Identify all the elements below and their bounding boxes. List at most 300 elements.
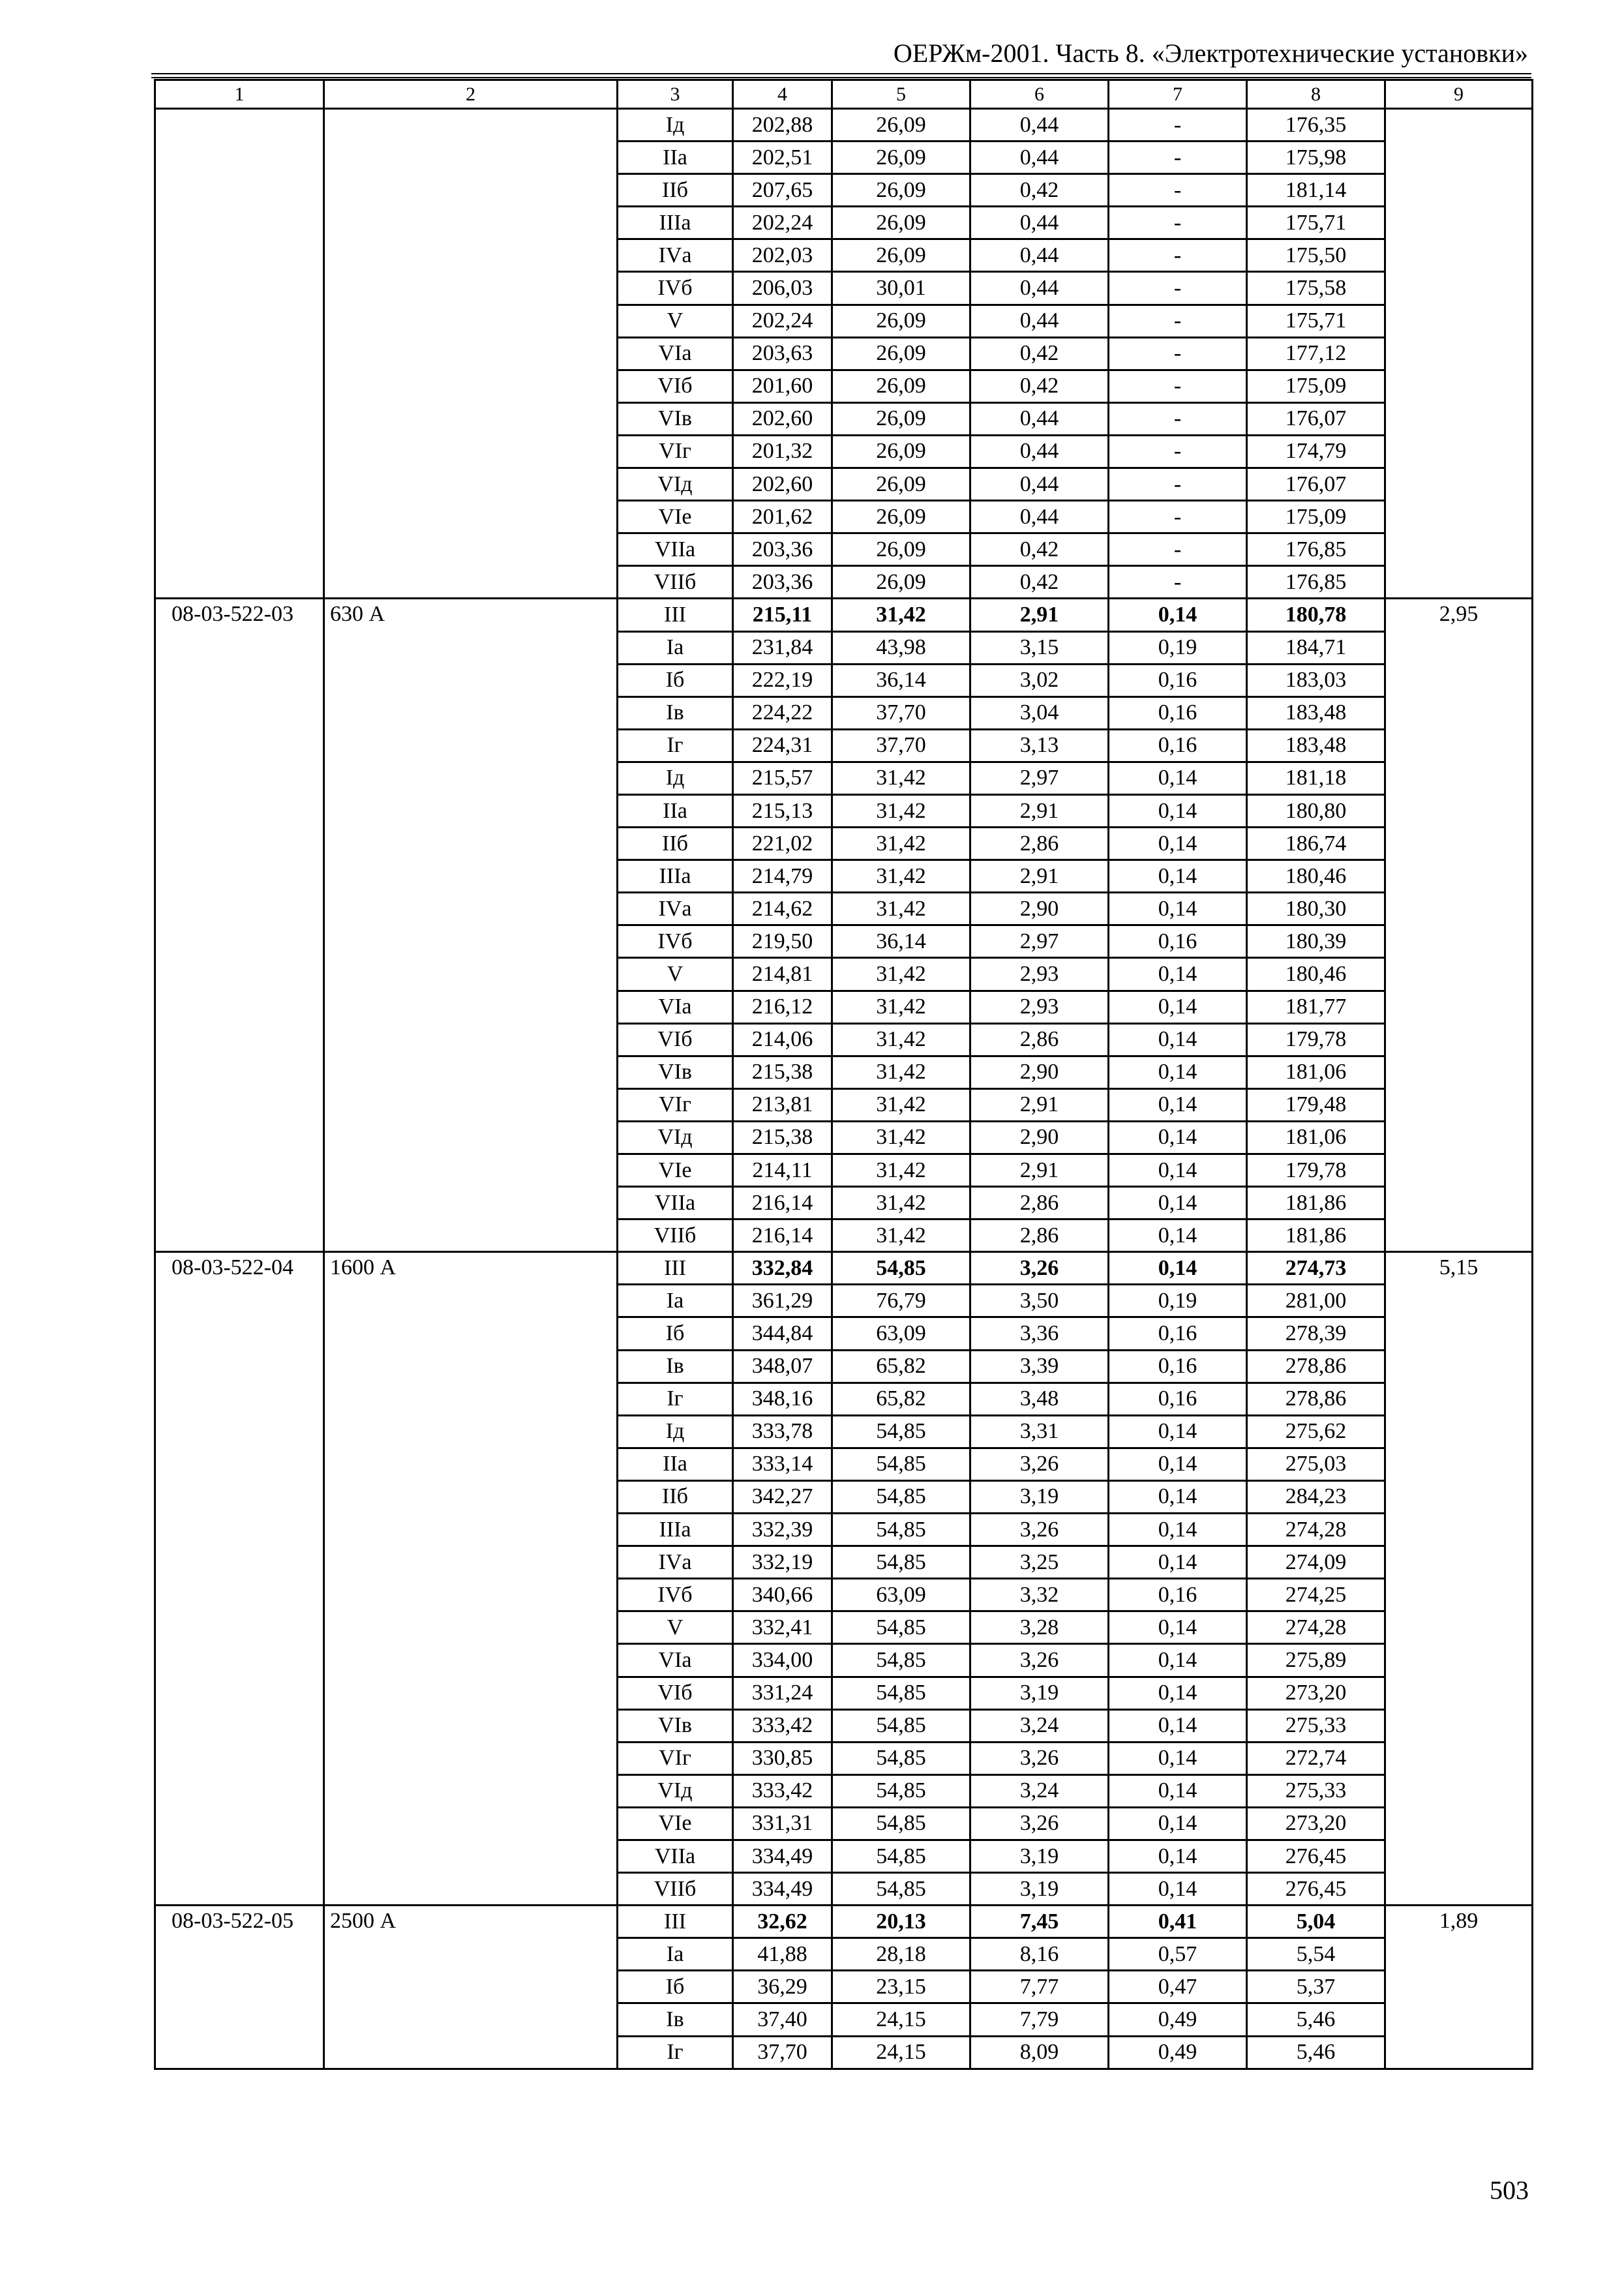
- zone-cell: VIд: [618, 1121, 733, 1154]
- value-cell: 54,85: [832, 1840, 970, 1872]
- value-cell: -: [1109, 435, 1247, 468]
- value-cell: 24,15: [832, 2003, 970, 2036]
- value-cell: 54,85: [832, 1546, 970, 1579]
- value-cell: 180,46: [1247, 860, 1385, 893]
- value-cell: 202,24: [733, 305, 832, 337]
- norm-code: 08-03-522-04: [155, 1252, 324, 1906]
- value-cell: 54,85: [832, 1252, 970, 1285]
- value-cell: 202,88: [733, 109, 832, 142]
- value-cell: 3,39: [970, 1350, 1109, 1383]
- value-cell: 65,82: [832, 1350, 970, 1383]
- value-cell: 0,16: [1109, 1579, 1247, 1611]
- zone-cell: IVа: [618, 239, 733, 272]
- zone-cell: Iа: [618, 631, 733, 664]
- value-cell: 214,79: [733, 860, 832, 893]
- value-cell: 181,06: [1247, 1056, 1385, 1088]
- column-number: 9: [1385, 80, 1533, 109]
- value-cell: 222,19: [733, 664, 832, 696]
- value-cell: 24,15: [832, 2036, 970, 2069]
- zone-cell: Iб: [618, 1317, 733, 1350]
- value-cell: 181,77: [1247, 991, 1385, 1023]
- zone-cell: IVб: [618, 272, 733, 305]
- value-cell: 0,16: [1109, 1350, 1247, 1383]
- value-cell: 275,33: [1247, 1774, 1385, 1807]
- value-cell: 0,14: [1109, 1546, 1247, 1579]
- value-cell: 36,29: [733, 1971, 832, 2003]
- value-cell: 37,70: [733, 2036, 832, 2069]
- value-cell: -: [1109, 142, 1247, 174]
- value-cell: 215,11: [733, 599, 832, 631]
- value-cell: 2,93: [970, 991, 1109, 1023]
- value-cell: 31,42: [832, 991, 970, 1023]
- zone-cell: V: [618, 1611, 733, 1644]
- value-cell: 333,42: [733, 1709, 832, 1742]
- value-cell: -: [1109, 566, 1247, 599]
- value-cell: 3,50: [970, 1285, 1109, 1317]
- value-cell: 0,14: [1109, 794, 1247, 827]
- value-cell: 202,60: [733, 402, 832, 435]
- value-cell: 2,91: [970, 1088, 1109, 1121]
- value-cell: 3,19: [970, 1873, 1109, 1906]
- value-cell: 37,40: [733, 2003, 832, 2036]
- value-cell: 278,86: [1247, 1383, 1385, 1415]
- value-cell: 54,85: [832, 1807, 970, 1840]
- value-cell: 0,44: [970, 468, 1109, 501]
- value-cell: 176,85: [1247, 566, 1385, 599]
- value-cell: 281,00: [1247, 1285, 1385, 1317]
- value-cell: 0,42: [970, 174, 1109, 207]
- value-cell: 202,24: [733, 207, 832, 239]
- value-cell: 31,42: [832, 794, 970, 827]
- value-cell: 0,19: [1109, 631, 1247, 664]
- value-cell: 183,48: [1247, 729, 1385, 762]
- value-cell: 0,57: [1109, 1938, 1247, 1971]
- value-cell: 8,09: [970, 2036, 1109, 2069]
- zone-cell: IVа: [618, 893, 733, 925]
- value-cell: 284,23: [1247, 1480, 1385, 1513]
- value-cell: 221,02: [733, 828, 832, 860]
- value-cell: 0,14: [1109, 1742, 1247, 1774]
- value-cell: 272,74: [1247, 1742, 1385, 1774]
- value-cell: -: [1109, 468, 1247, 501]
- value-cell: 331,24: [733, 1677, 832, 1709]
- zone-cell: IIб: [618, 828, 733, 860]
- value-cell: 184,71: [1247, 631, 1385, 664]
- price-table: [154, 79, 1533, 2070]
- value-cell: 278,86: [1247, 1350, 1385, 1383]
- rated-current: 1600 А: [324, 1252, 618, 1906]
- value-cell: 214,06: [733, 1023, 832, 1056]
- value-cell: 2,90: [970, 893, 1109, 925]
- value-cell: 214,62: [733, 893, 832, 925]
- header-rule-bottom: [151, 77, 1531, 78]
- value-cell: 36,14: [832, 664, 970, 696]
- value-cell: 0,44: [970, 305, 1109, 337]
- value-cell: 340,66: [733, 1579, 832, 1611]
- value-cell: 36,14: [832, 925, 970, 958]
- value-cell: 203,36: [733, 533, 832, 566]
- value-cell: 0,16: [1109, 729, 1247, 762]
- value-cell: 202,03: [733, 239, 832, 272]
- value-cell: 274,25: [1247, 1579, 1385, 1611]
- zone-cell: III: [618, 1906, 733, 1938]
- value-cell: 274,28: [1247, 1514, 1385, 1546]
- value-cell: 0,44: [970, 207, 1109, 239]
- value-cell: 0,44: [970, 239, 1109, 272]
- value-cell: 203,36: [733, 566, 832, 599]
- value-cell: 333,78: [733, 1415, 832, 1448]
- value-cell: 183,03: [1247, 664, 1385, 696]
- value-cell: 181,86: [1247, 1219, 1385, 1252]
- value-cell: 2,93: [970, 958, 1109, 991]
- value-cell: 206,03: [733, 272, 832, 305]
- table-row: [155, 109, 1533, 142]
- value-cell: 8,16: [970, 1938, 1109, 1971]
- zone-cell: VIIа: [618, 1187, 733, 1219]
- value-cell: -: [1109, 305, 1247, 337]
- value-cell: 26,09: [832, 142, 970, 174]
- value-cell: 31,42: [832, 1088, 970, 1121]
- value-cell: 26,09: [832, 402, 970, 435]
- value-cell: 3,04: [970, 696, 1109, 729]
- value-cell: 3,26: [970, 1252, 1109, 1285]
- value-cell: 215,57: [733, 762, 832, 794]
- value-cell: 0,14: [1109, 1415, 1247, 1448]
- value-cell: 202,51: [733, 142, 832, 174]
- value-cell: 0,16: [1109, 925, 1247, 958]
- zone-cell: VIд: [618, 1774, 733, 1807]
- value-cell: 180,78: [1247, 599, 1385, 631]
- value-cell: 174,79: [1247, 435, 1385, 468]
- value-cell: 0,14: [1109, 1840, 1247, 1872]
- running-title: ОЕРЖм-2001. Часть 8. «Электротехнические установки»: [893, 38, 1528, 68]
- value-cell: 0,14: [1109, 1873, 1247, 1906]
- value-cell: 63,09: [832, 1579, 970, 1611]
- value-cell: 26,09: [832, 501, 970, 533]
- value-cell: 20,13: [832, 1906, 970, 1938]
- value-cell: 0,14: [1109, 1807, 1247, 1840]
- value-cell: 54,85: [832, 1677, 970, 1709]
- value-cell: 361,29: [733, 1285, 832, 1317]
- value-cell: 0,44: [970, 272, 1109, 305]
- value-cell: 3,19: [970, 1840, 1109, 1872]
- value-cell: 0,14: [1109, 1709, 1247, 1742]
- value-cell: 3,24: [970, 1774, 1109, 1807]
- value-cell: 54,85: [832, 1611, 970, 1644]
- zone-cell: IIа: [618, 794, 733, 827]
- value-cell: 3,36: [970, 1317, 1109, 1350]
- value-cell: 0,16: [1109, 664, 1247, 696]
- value-cell: 275,33: [1247, 1709, 1385, 1742]
- value-cell: 181,86: [1247, 1187, 1385, 1219]
- zone-cell: VIв: [618, 402, 733, 435]
- zone-cell: Iв: [618, 1350, 733, 1383]
- value-cell: 7,79: [970, 2003, 1109, 2036]
- column-number: 3: [618, 80, 733, 109]
- value-cell: 2,97: [970, 762, 1109, 794]
- value-cell: 2,90: [970, 1056, 1109, 1088]
- value-cell: 26,09: [832, 207, 970, 239]
- value-cell: 65,82: [832, 1383, 970, 1415]
- zone-cell: Iб: [618, 1971, 733, 2003]
- zone-cell: VIIа: [618, 1840, 733, 1872]
- value-cell: 332,39: [733, 1514, 832, 1546]
- column-number: 2: [324, 80, 618, 109]
- value-cell: 3,26: [970, 1742, 1109, 1774]
- zone-cell: VIа: [618, 1644, 733, 1677]
- value-cell: -: [1109, 239, 1247, 272]
- col9-value: [1385, 109, 1533, 599]
- value-cell: 201,62: [733, 501, 832, 533]
- value-cell: 0,14: [1109, 1219, 1247, 1252]
- value-cell: 0,47: [1109, 1971, 1247, 2003]
- value-cell: 181,06: [1247, 1121, 1385, 1154]
- zone-cell: VIб: [618, 1023, 733, 1056]
- value-cell: 348,16: [733, 1383, 832, 1415]
- value-cell: 180,80: [1247, 794, 1385, 827]
- value-cell: 179,78: [1247, 1023, 1385, 1056]
- value-cell: 3,26: [970, 1514, 1109, 1546]
- value-cell: 0,49: [1109, 2036, 1247, 2069]
- value-cell: 0,14: [1109, 1611, 1247, 1644]
- value-cell: 0,14: [1109, 991, 1247, 1023]
- value-cell: 0,14: [1109, 828, 1247, 860]
- value-cell: 7,45: [970, 1906, 1109, 1938]
- norm-code: [155, 109, 324, 599]
- zone-cell: V: [618, 958, 733, 991]
- value-cell: 224,31: [733, 729, 832, 762]
- value-cell: 41,88: [733, 1938, 832, 1971]
- value-cell: 0,14: [1109, 860, 1247, 893]
- value-cell: 3,02: [970, 664, 1109, 696]
- zone-cell: IVб: [618, 1579, 733, 1611]
- value-cell: 274,73: [1247, 1252, 1385, 1285]
- value-cell: 180,39: [1247, 925, 1385, 958]
- zone-cell: VIб: [618, 370, 733, 402]
- value-cell: 344,84: [733, 1317, 832, 1350]
- zone-cell: Iд: [618, 1415, 733, 1448]
- value-cell: 31,42: [832, 1154, 970, 1187]
- value-cell: 3,26: [970, 1644, 1109, 1677]
- zone-cell: VIг: [618, 1088, 733, 1121]
- value-cell: 54,85: [832, 1873, 970, 1906]
- value-cell: -: [1109, 533, 1247, 566]
- value-cell: 201,60: [733, 370, 832, 402]
- value-cell: 0,14: [1109, 1448, 1247, 1480]
- value-cell: 2,90: [970, 1121, 1109, 1154]
- value-cell: 331,31: [733, 1807, 832, 1840]
- value-cell: 175,98: [1247, 142, 1385, 174]
- value-cell: 214,81: [733, 958, 832, 991]
- value-cell: 3,26: [970, 1448, 1109, 1480]
- zone-cell: IVб: [618, 925, 733, 958]
- value-cell: 0,14: [1109, 893, 1247, 925]
- value-cell: 54,85: [832, 1480, 970, 1513]
- value-cell: 54,85: [832, 1774, 970, 1807]
- value-cell: 26,09: [832, 337, 970, 370]
- value-cell: 183,48: [1247, 696, 1385, 729]
- value-cell: 176,85: [1247, 533, 1385, 566]
- value-cell: 5,37: [1247, 1971, 1385, 2003]
- value-cell: 31,42: [832, 1023, 970, 1056]
- zone-cell: Iг: [618, 1383, 733, 1415]
- value-cell: 0,14: [1109, 1774, 1247, 1807]
- value-cell: 3,19: [970, 1480, 1109, 1513]
- value-cell: 180,46: [1247, 958, 1385, 991]
- value-cell: -: [1109, 337, 1247, 370]
- table-row: [155, 1252, 1533, 1285]
- zone-cell: Iд: [618, 109, 733, 142]
- value-cell: -: [1109, 109, 1247, 142]
- value-cell: 31,42: [832, 1219, 970, 1252]
- zone-cell: VIIб: [618, 1219, 733, 1252]
- value-cell: 26,09: [832, 370, 970, 402]
- value-cell: 0,42: [970, 533, 1109, 566]
- value-cell: 3,26: [970, 1807, 1109, 1840]
- value-cell: 5,46: [1247, 2036, 1385, 2069]
- value-cell: 0,14: [1109, 1252, 1247, 1285]
- value-cell: 31,42: [832, 860, 970, 893]
- value-cell: 0,14: [1109, 1056, 1247, 1088]
- value-cell: 0,44: [970, 109, 1109, 142]
- zone-cell: VIа: [618, 337, 733, 370]
- value-cell: 5,04: [1247, 1906, 1385, 1938]
- value-cell: 54,85: [832, 1644, 970, 1677]
- value-cell: 0,14: [1109, 1644, 1247, 1677]
- value-cell: 0,14: [1109, 1480, 1247, 1513]
- zone-cell: VIе: [618, 501, 733, 533]
- value-cell: 54,85: [832, 1742, 970, 1774]
- value-cell: 2,91: [970, 860, 1109, 893]
- value-cell: 3,13: [970, 729, 1109, 762]
- value-cell: 3,25: [970, 1546, 1109, 1579]
- value-cell: 26,09: [832, 305, 970, 337]
- zone-cell: VIв: [618, 1056, 733, 1088]
- value-cell: 0,42: [970, 337, 1109, 370]
- value-cell: 175,71: [1247, 207, 1385, 239]
- value-cell: 2,86: [970, 828, 1109, 860]
- value-cell: 203,63: [733, 337, 832, 370]
- col9-value: 1,89: [1385, 1906, 1533, 2069]
- zone-cell: VIг: [618, 1742, 733, 1774]
- value-cell: -: [1109, 370, 1247, 402]
- value-cell: 54,85: [832, 1709, 970, 1742]
- column-number: 7: [1109, 80, 1247, 109]
- value-cell: 216,12: [733, 991, 832, 1023]
- value-cell: 175,71: [1247, 305, 1385, 337]
- value-cell: 3,48: [970, 1383, 1109, 1415]
- zone-cell: VIв: [618, 1709, 733, 1742]
- value-cell: 176,07: [1247, 402, 1385, 435]
- value-cell: 2,91: [970, 794, 1109, 827]
- value-cell: 0,14: [1109, 1677, 1247, 1709]
- rated-current: 2500 А: [324, 1906, 618, 2069]
- value-cell: 31,42: [832, 1121, 970, 1154]
- value-cell: 175,09: [1247, 501, 1385, 533]
- value-cell: 0,16: [1109, 696, 1247, 729]
- value-cell: -: [1109, 272, 1247, 305]
- value-cell: 26,09: [832, 109, 970, 142]
- value-cell: -: [1109, 207, 1247, 239]
- zone-cell: V: [618, 305, 733, 337]
- zone-cell: VIе: [618, 1154, 733, 1187]
- value-cell: 175,58: [1247, 272, 1385, 305]
- value-cell: 334,49: [733, 1840, 832, 1872]
- zone-cell: Iа: [618, 1938, 733, 1971]
- value-cell: 43,98: [832, 631, 970, 664]
- table-row: [155, 1906, 1533, 1938]
- value-cell: 31,42: [832, 1056, 970, 1088]
- value-cell: 213,81: [733, 1088, 832, 1121]
- value-cell: 342,27: [733, 1480, 832, 1513]
- value-cell: 5,46: [1247, 2003, 1385, 2036]
- value-cell: 0,14: [1109, 762, 1247, 794]
- zone-cell: IIIа: [618, 207, 733, 239]
- header-rule-top: [151, 73, 1531, 74]
- col9-value: 2,95: [1385, 599, 1533, 1252]
- table-row: [155, 599, 1533, 631]
- zone-cell: VIIа: [618, 533, 733, 566]
- zone-cell: III: [618, 1252, 733, 1285]
- norm-code: 08-03-522-05: [155, 1906, 324, 2069]
- value-cell: 348,07: [733, 1350, 832, 1383]
- value-cell: 26,09: [832, 239, 970, 272]
- value-cell: 181,14: [1247, 174, 1385, 207]
- value-cell: 2,86: [970, 1219, 1109, 1252]
- value-cell: 273,20: [1247, 1677, 1385, 1709]
- value-cell: 224,22: [733, 696, 832, 729]
- value-cell: 333,42: [733, 1774, 832, 1807]
- value-cell: 31,42: [832, 1187, 970, 1219]
- zone-cell: VIIб: [618, 1873, 733, 1906]
- zone-cell: Iа: [618, 1285, 733, 1317]
- column-number: 5: [832, 80, 970, 109]
- value-cell: 207,65: [733, 174, 832, 207]
- zone-cell: VIб: [618, 1677, 733, 1709]
- value-cell: 179,78: [1247, 1154, 1385, 1187]
- value-cell: 31,42: [832, 958, 970, 991]
- zone-cell: IIа: [618, 1448, 733, 1480]
- value-cell: 201,32: [733, 435, 832, 468]
- zone-cell: Iв: [618, 2003, 733, 2036]
- value-cell: 3,24: [970, 1709, 1109, 1742]
- column-number: 8: [1247, 80, 1385, 109]
- value-cell: 332,19: [733, 1546, 832, 1579]
- value-cell: 0,14: [1109, 1154, 1247, 1187]
- value-cell: 7,77: [970, 1971, 1109, 2003]
- value-cell: 2,91: [970, 599, 1109, 631]
- zone-cell: Iб: [618, 664, 733, 696]
- value-cell: 0,42: [970, 566, 1109, 599]
- value-cell: -: [1109, 501, 1247, 533]
- value-cell: 176,35: [1247, 109, 1385, 142]
- zone-cell: IIIа: [618, 1514, 733, 1546]
- value-cell: 3,31: [970, 1415, 1109, 1448]
- value-cell: 0,14: [1109, 599, 1247, 631]
- value-cell: 76,79: [832, 1285, 970, 1317]
- value-cell: -: [1109, 174, 1247, 207]
- value-cell: 26,09: [832, 566, 970, 599]
- value-cell: 0,14: [1109, 1023, 1247, 1056]
- zone-cell: Iг: [618, 729, 733, 762]
- value-cell: 63,09: [832, 1317, 970, 1350]
- zone-cell: IIб: [618, 1480, 733, 1513]
- value-cell: 275,03: [1247, 1448, 1385, 1480]
- value-cell: 0,49: [1109, 2003, 1247, 2036]
- value-cell: 334,49: [733, 1873, 832, 1906]
- value-cell: 179,48: [1247, 1088, 1385, 1121]
- zone-cell: Iд: [618, 762, 733, 794]
